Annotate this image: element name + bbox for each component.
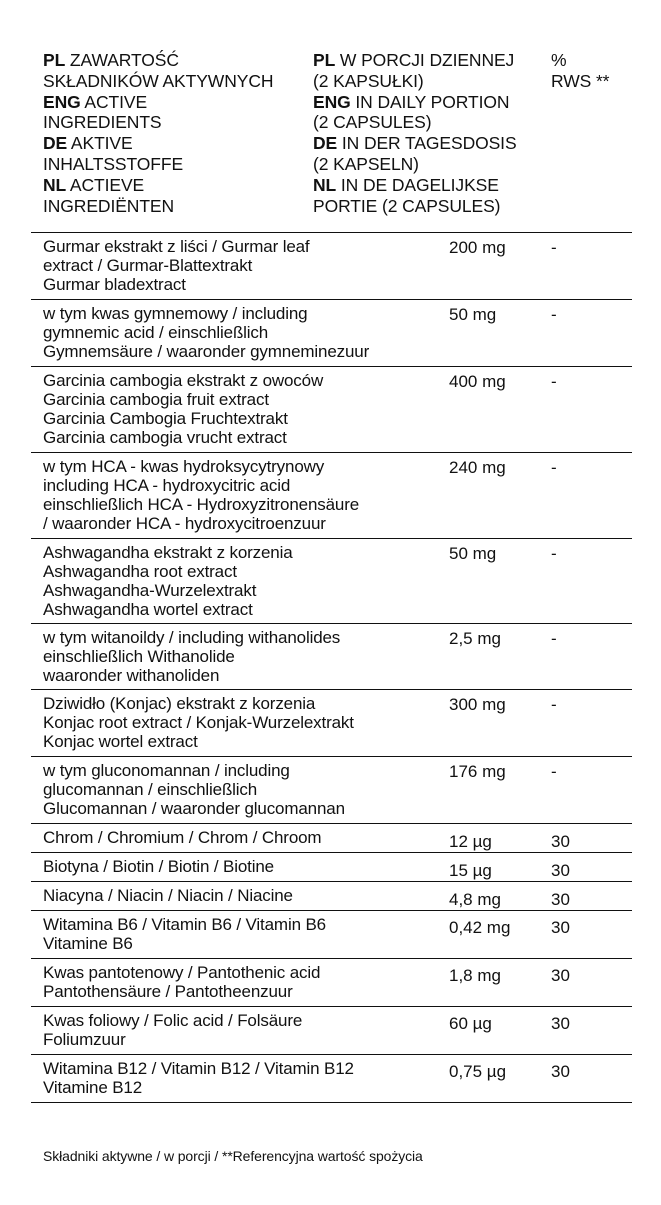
- ingredient-rws: -: [551, 629, 557, 648]
- ingredient-amount: 12 µg: [449, 832, 492, 851]
- name_col-line: [43, 112, 313, 133]
- ingredient-name: [43, 237, 443, 294]
- ingredient-amount: 1,8 mg: [449, 966, 501, 985]
- ingredient-name: [43, 694, 443, 751]
- header-text: PORTIE (2 CAPSULES): [313, 195, 501, 216]
- header-text: INGREDIËNTEN: [43, 195, 175, 216]
- ingredient-amount: 0,42 mg: [449, 918, 511, 937]
- ingredient-name-line: w tym HCA - kwas hydroksycytrynowy: [43, 457, 325, 476]
- ingredient-name: [43, 543, 443, 619]
- ingredient-amount: 240 mg: [449, 458, 506, 477]
- table-row: [31, 300, 632, 367]
- portion_col-line: [313, 175, 553, 196]
- ingredient-name-line: Ashwagandha wortel extract: [43, 600, 253, 619]
- header-text: IN DE DAGELIJKSE: [336, 174, 499, 195]
- header-text: RWS **: [551, 70, 610, 91]
- language-code: ENG: [43, 91, 81, 112]
- ingredient-rws: -: [551, 372, 557, 391]
- footnote: Składniki aktywne / w porcji / **Referencyjna wartość spożycia: [43, 1148, 423, 1164]
- ingredient-name-line: Kwas pantotenowy / Pantothenic acid: [43, 963, 321, 982]
- table-row: [31, 1055, 632, 1103]
- language-code: NL: [313, 174, 337, 195]
- ingredient-amount: 50 mg: [449, 544, 497, 563]
- language-code: PL: [43, 50, 66, 70]
- ingredient-rws: 30: [551, 966, 570, 985]
- ingredient-rws: 30: [551, 918, 570, 937]
- ingredient-amount: 15 µg: [449, 861, 492, 880]
- name_col-line: [43, 71, 313, 92]
- portion_col-line: [313, 112, 553, 133]
- ingredient-name-line: Gurmar bladextract: [43, 275, 186, 294]
- header-text: %: [551, 50, 567, 70]
- ingredient-name-line: Konjac wortel extract: [43, 732, 198, 751]
- name_col-line: [43, 175, 313, 196]
- table-row: [31, 539, 632, 624]
- name_col-line: [43, 196, 313, 217]
- ingredient-rws: -: [551, 458, 557, 477]
- ingredient-name-line: Foliumzuur: [43, 1030, 126, 1049]
- ingredient-name: [43, 828, 443, 847]
- table-row: [31, 453, 632, 539]
- table-row: [31, 911, 632, 959]
- language-code: NL: [43, 174, 67, 195]
- ingredient-rws: 30: [551, 832, 570, 851]
- header-text: W PORCJI DZIENNEJ: [335, 50, 515, 70]
- header-daily-portion: [313, 50, 553, 216]
- ingredient-name: [43, 1059, 443, 1097]
- ingredient-name-line: Gurmar ekstrakt z liści / Gurmar leaf: [43, 237, 310, 256]
- ingredient-rws: 30: [551, 890, 570, 909]
- ingredient-name-line: Vitamine B6: [43, 934, 133, 953]
- ingredient-name-line: Garcinia Cambogia Fruchtextrakt: [43, 409, 288, 428]
- ingredient-name-line: einschließlich Withanolide: [43, 647, 235, 666]
- table-row: [31, 824, 632, 853]
- ingredient-name-line: Chrom / Chromium / Chrom / Chroom: [43, 828, 322, 847]
- portion_col-line: [313, 92, 553, 113]
- ingredient-name-line: Witamina B12 / Vitamin B12 / Vitamin B12: [43, 1059, 354, 1078]
- ingredient-name-line: einschließlich HCA - Hydroxyzitronensäure: [43, 495, 360, 514]
- ingredient-name: [43, 963, 443, 1001]
- ingredient-amount: 50 mg: [449, 305, 497, 324]
- ingredient-name-line: Vitamine B12: [43, 1078, 143, 1097]
- header-text: INHALTSSTOFFE: [43, 153, 184, 174]
- language-code: DE: [43, 133, 68, 154]
- ingredient-name-line: / waaronder HCA - hydroxycitroenzuur: [43, 514, 326, 533]
- ingredient-name-line: Garcinia cambogia vrucht extract: [43, 428, 287, 447]
- ingredient-amount: 60 µg: [449, 1014, 492, 1033]
- ingredient-name: [43, 371, 443, 447]
- name_col-line: [43, 154, 313, 175]
- name_col-line: [43, 50, 313, 71]
- ingredient-name-line: Glucomannan / waaronder glucomannan: [43, 799, 345, 818]
- ingredient-name-line: waaronder withanoliden: [43, 666, 220, 685]
- ingredient-name-line: Witamina B6 / Vitamin B6 / Vitamin B6: [43, 915, 326, 934]
- ingredient-amount: 0,75 µg: [449, 1062, 507, 1081]
- language-code: ENG: [313, 91, 351, 112]
- ingredient-rws: -: [551, 544, 557, 563]
- ingredient-name-line: Kwas foliowy / Folic acid / Folsäure: [43, 1011, 303, 1030]
- header-rws: [551, 50, 631, 92]
- ingredient-name: [43, 857, 443, 876]
- ingredient-name: [43, 1011, 443, 1049]
- table-row: [31, 853, 632, 882]
- table-row: [31, 690, 632, 757]
- header-text: SKŁADNIKÓW AKTYWNYCH: [43, 70, 274, 91]
- name_col-line: [43, 92, 313, 113]
- ingredient-rws: 30: [551, 1014, 570, 1033]
- ingredient-name-line: Biotyna / Biotin / Biotin / Biotine: [43, 857, 274, 876]
- ingredient-name-line: Gymnemsäure / waaronder gymneminezuur: [43, 342, 370, 361]
- ingredient-name: [43, 915, 443, 953]
- table-header: [43, 50, 633, 220]
- ingredient-name: [43, 457, 443, 533]
- ingredient-name-line: w tym gluconomannan / including: [43, 761, 290, 780]
- portion_col-line: [313, 71, 553, 92]
- portion_col-line: [313, 133, 553, 154]
- ingredient-name: [43, 886, 443, 905]
- ingredient-name-line: w tym witanoildy / including withanolides: [43, 628, 341, 647]
- ingredient-name-line: Konjac root extract / Konjak-Wurzelextrakt: [43, 713, 354, 732]
- table-row: [31, 233, 632, 300]
- header-text: (2 CAPSULES): [313, 112, 432, 133]
- table-row: [31, 624, 632, 690]
- name_col-line: [43, 133, 313, 154]
- ingredient-name: [43, 304, 443, 361]
- header-text: IN DER TAGESDOSIS: [337, 133, 517, 154]
- header-ingredients: [43, 50, 313, 216]
- ingredient-name-line: Dziwidło (Konjac) ekstrakt z korzenia: [43, 694, 316, 713]
- ingredient-rws: 30: [551, 861, 570, 880]
- ingredient-name-line: including HCA - hydroxycitric acid: [43, 476, 291, 495]
- ingredients-table: [31, 232, 632, 1103]
- ingredient-name-line: Ashwagandha root extract: [43, 562, 237, 581]
- ingredient-amount: 400 mg: [449, 372, 506, 391]
- ingredient-name: [43, 761, 443, 818]
- ingredient-amount: 4,8 mg: [449, 890, 501, 909]
- ingredient-name-line: Niacyna / Niacin / Niacin / Niacine: [43, 886, 293, 905]
- ingredient-rws: -: [551, 305, 557, 324]
- header-text: (2 KAPSUŁKI): [313, 70, 424, 91]
- header-text: ACTIVE: [80, 91, 148, 112]
- table-row: [31, 757, 632, 824]
- ingredient-name-line: Garcinia cambogia ekstrakt z owoców: [43, 371, 324, 390]
- header-text: AKTIVE: [67, 133, 133, 154]
- ingredient-name-line: Garcinia cambogia fruit extract: [43, 390, 269, 409]
- ingredient-rws: -: [551, 695, 557, 714]
- ingredient-name-line: extract / Gurmar-Blattextrakt: [43, 256, 253, 275]
- ingredient-rws: -: [551, 762, 557, 781]
- ingredient-amount: 176 mg: [449, 762, 506, 781]
- portion_col-line: [313, 154, 553, 175]
- header-text: (2 KAPSELN): [313, 153, 419, 174]
- table-row: [31, 1007, 632, 1055]
- header-text: INGREDIENTS: [43, 112, 162, 133]
- ingredient-name-line: Ashwagandha-Wurzelextrakt: [43, 581, 257, 600]
- table-row: [31, 882, 632, 911]
- ingredient-rws: 30: [551, 1062, 570, 1081]
- language-code: DE: [313, 133, 338, 154]
- portion_col-line: [313, 196, 553, 217]
- ingredient-name: [43, 628, 443, 685]
- ingredient-name-line: Pantothensäure / Pantotheenzuur: [43, 982, 293, 1001]
- header-text: IN DAILY PORTION: [350, 91, 510, 112]
- language-code: PL: [313, 50, 336, 70]
- ingredient-amount: 200 mg: [449, 238, 506, 257]
- table-row: [31, 367, 632, 453]
- ingredient-name-line: w tym kwas gymnemowy / including: [43, 304, 308, 323]
- ingredient-amount: 2,5 mg: [449, 629, 501, 648]
- ingredient-name-line: Ashwagandha ekstrakt z korzenia: [43, 543, 293, 562]
- rws_col-line: [551, 71, 631, 92]
- header-text: ACTIEVE: [66, 174, 145, 195]
- ingredient-amount: 300 mg: [449, 695, 506, 714]
- header-text: ZAWARTOŚĆ: [65, 50, 179, 70]
- portion_col-line: [313, 50, 553, 71]
- table-row: [31, 959, 632, 1007]
- rws_col-line: [551, 50, 631, 71]
- ingredient-name-line: gymnemic acid / einschließlich: [43, 323, 269, 342]
- ingredient-rws: -: [551, 238, 557, 257]
- ingredient-name-line: glucomannan / einschließlich: [43, 780, 258, 799]
